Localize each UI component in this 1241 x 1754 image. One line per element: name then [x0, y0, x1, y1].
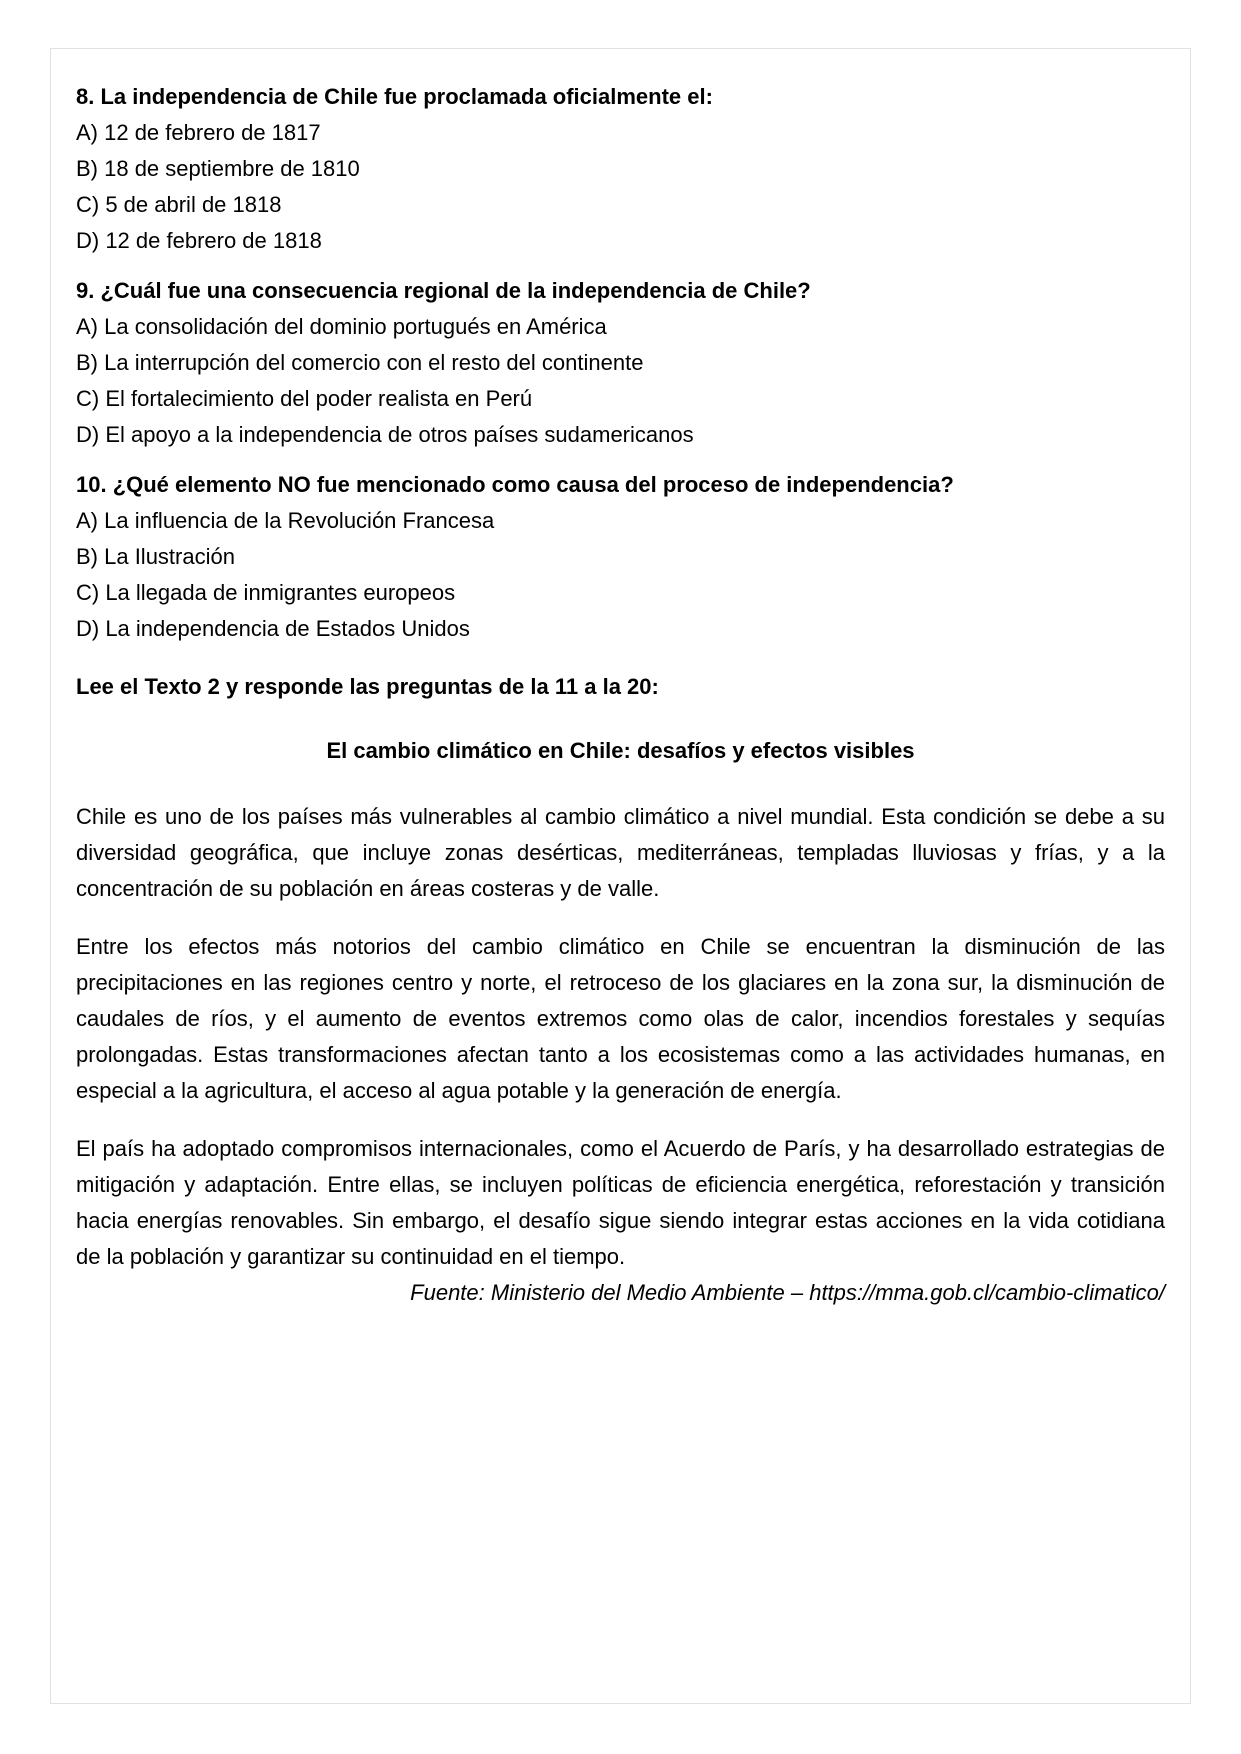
question-10 — [76, 467, 1165, 647]
question-9-heading: 9. ¿Cuál fue una consecuencia regional de la independencia de Chile? — [76, 278, 811, 303]
question-9-option-a: A) La consolidación del dominio portugués en América — [76, 314, 607, 339]
text2-source-citation: Fuente: Ministerio del Medio Ambiente – https://mma.gob.cl/cambio-climatico/ — [410, 1280, 1165, 1305]
question-8-option-a: A) 12 de febrero de 1817 — [76, 120, 321, 145]
question-8-option-d: D) 12 de febrero de 1818 — [76, 228, 322, 253]
question-9-option-d: D) El apoyo a la independencia de otros países sudamericanos — [76, 422, 694, 447]
question-10-heading: 10. ¿Qué elemento NO fue mencionado como causa del proceso de independencia? — [76, 472, 954, 497]
question-8-heading: 8. La independencia de Chile fue proclamada oficialmente el: — [76, 84, 713, 109]
question-8-option-c: C) 5 de abril de 1818 — [76, 192, 282, 217]
text2-title: El cambio climático en Chile: desafíos y efectos visibles — [326, 738, 915, 763]
text2-paragraph-2: Entre los efectos más notorios del cambio climático en Chile se encuentran la disminución de las precipitaciones en las regiones centro y norte, el retroceso de los glaciares en la zona sur, la disminución de caudales de ríos, y el aumento de eventos extremos como olas de calor, incendios forestales y sequías prolongadas. Estas transformaciones afectan tanto a los ecosistemas como a las actividades humanas, en especial a la agricultura, el acceso al agua potable y la generación de energía. — [76, 934, 1165, 1103]
question-9-option-b: B) La interrupción del comercio con el resto del continente — [76, 350, 644, 375]
question-9-option-c: C) El fortalecimiento del poder realista en Perú — [76, 386, 533, 411]
question-8-option-b: B) 18 de septiembre de 1810 — [76, 156, 360, 181]
question-10-option-d: D) La independencia de Estados Unidos — [76, 616, 470, 641]
question-10-option-b: B) La Ilustración — [76, 544, 235, 569]
question-9 — [76, 273, 1165, 453]
question-8 — [76, 79, 1165, 259]
reading-instruction: Lee el Texto 2 y responde las preguntas de la 11 a la 20: — [76, 674, 659, 699]
question-10-option-a: A) La influencia de la Revolución Francesa — [76, 508, 495, 533]
text2-paragraph-3: El país ha adoptado compromisos internacionales, como el Acuerdo de París, y ha desarrollado estrategias de mitigación y adaptación. Entre ellas, se incluyen políticas de eficiencia energética, reforestación y transición hacia energías renovables. Sin embargo, el desafío sigue siendo integrar estas acciones en la vida cotidiana de la población y garantizar su continuidad en el tiempo. — [76, 1136, 1165, 1269]
document-page — [50, 48, 1191, 1704]
text2-paragraph-1: Chile es uno de los países más vulnerables al cambio climático a nivel mundial. Esta condición se debe a su diversidad geográfica, que incluye zonas desérticas, mediterráneas, templadas lluviosas y frías, y a la concentración de su población en áreas costeras y de valle. — [76, 804, 1165, 901]
question-10-option-c: C) La llegada de inmigrantes europeos — [76, 580, 456, 605]
